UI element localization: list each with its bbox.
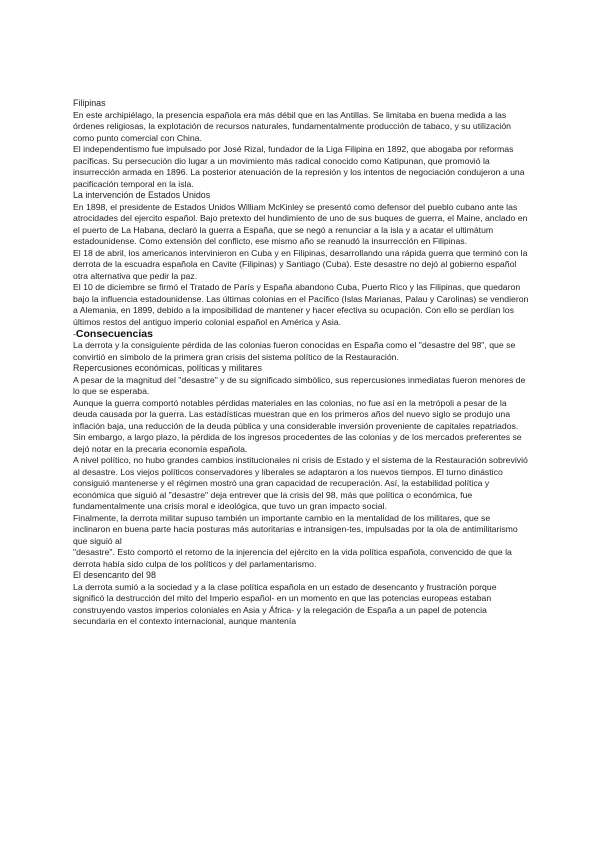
section-repercusiones: [73, 363, 529, 570]
paragraph: El 10 de diciembre se firmó el Tratado de París y España abandono Cuba, Puerto Rico y las Filipinas, que quedaron bajo la influencia estadounidense. Las últimas colonias en el Pacífico (Islas Marianas, Palau y Carolinas) se vendieron a Alemania, en 1899, debido a la imposibilidad de mantener y hacer efectiva su ocupación. Con ello se perdían los últimos restos del antiguo imperio colonial español en América y Asia.: [73, 282, 529, 327]
paragraph: El independentismo fue impulsado por José Rizal, fundador de la Liga Filipina en 1892, que abogaba por reformas pacíficas. Su persecución dio lugar a un movimiento más radical conocido como Katipunan, que promovió la insurrección armada en 1896. La posterior atenuación de la represión y los intentos de negociación condujeron a una pacificación temporal en la isla.: [73, 144, 525, 189]
section-title: Repercusiones económicas, políticas y militares: [73, 363, 262, 373]
section-title: Filipinas: [73, 98, 106, 108]
section-title: El desencanto del 98: [73, 570, 156, 580]
section-desencanto: [73, 570, 529, 628]
title-text: Consecuencias: [75, 328, 153, 340]
paragraph: El 18 de abril, los americanos intervinieron en Cuba y en Filipinas, desarrollando una rápida guerra que terminó con la derrota de la escuadra española en Cavite (Filipinas) y Santiago (Cuba). Este desastre no dejó al gobierno español otra alternativa que pedir la paz.: [73, 247, 528, 281]
paragraph: En este archipiélago, la presencia española era más débil que en las Antillas. Se limitaba en buena medida a las órdenes religiosas, la explotación de recursos naturales, fundamentalmente producción de tabaco, y su utilización como punto comercial con China.: [73, 109, 512, 143]
section-filipinas: [73, 98, 529, 190]
paragraph: A pesar de la magnitud del "desastre" y de su significado simbólico, sus repercusiones inmediatas fueron menores de lo que se esperaba.: [73, 374, 526, 396]
section-title: [73, 328, 529, 340]
document-page: [73, 98, 529, 628]
title-dash: -: [73, 329, 76, 339]
paragraph: A nivel político, no hubo grandes cambios institucionales ni crisis de Estado y el sistema de la Restauración sobrevivió al desastre. Los viejos políticos conservadores y liberales se adaptaron a los nuevos tiempos. El turno dinástico consiguió mantenerse y el régimen mostró una gran capacidad de recuperación. Así, la estabilidad política y económica que siguió al "desastre" deja entrever que la crisis del 98, más que política o económica, fue fundamentalmente una crisis moral e ideológica, que tuvo un gran impacto social.: [73, 455, 528, 511]
paragraph: Aunque la guerra comportó notables pérdidas materiales en las colonias, no fue así en la metrópoli a pesar de la deuda causada por la guerra. Las estadísticas muestran que en los primeros años del nuevo siglo se produjo una inflación baja, una reducción de la deuda pública y una considerable inversión proveniente de capitales repatriados. Sin embargo, a largo plazo, la pérdida de los ingresos procedentes de las colonias y de los mercados preferentes se dejó notar en la precaria economía española.: [73, 397, 522, 454]
section-title: La intervención de Estados Unidos: [73, 190, 211, 200]
paragraph: En 1898, el presidente de Estados Unidos William McKinley se presentó como defensor del pueblo cubano ante las atrocidades del ejercito español. Bajo pretexto del hundimiento de uno de sus buques de guerra, el Maine, anclado en el puerto de La Habana, declaró la guerra a España, que se negó a renunciar a la isla y a acatar el ultimátum estadounidense. Como extensión del conflicto, ese mismo año se reanudó la insurrección en Filipinas.: [73, 201, 528, 246]
paragraph: La derrota sumió a la sociedad y a la clase política española en un estado de desencanto y frustración porque significó la destrucción del mito del Imperio español- en un momento en que las potencias europeas estaban construyendo vastos imperios coloniales en Asia y África- y la relegación de España a un papel de potencia secundaria en el contexto internacional, aunque mantenía: [73, 581, 497, 626]
section-consecuencias: [73, 328, 529, 363]
paragraph: La derrota y la consiguiente pérdida de las colonias fueron conocidas en España como el "desastre del 98", que se convirtió en símbolo de la primera gran crisis del sistema político de la Restauración.: [73, 340, 516, 362]
section-intervencion: [73, 190, 529, 328]
paragraph: Finalmente, la derrota militar supuso también un importante cambio en la mentalidad de los militares, que se inclinaron en buena parte hacia posturas más autoritarias e intransigen-tes, impulsadas por la ola de antimilitarismo que siguió al: [73, 512, 518, 546]
paragraph: "desastre". Esto comportó el retorno de la injerencia del ejército en la vida política española, convencido de que la derrota había sido culpa de los políticos y del parlamentarismo.: [73, 547, 512, 569]
